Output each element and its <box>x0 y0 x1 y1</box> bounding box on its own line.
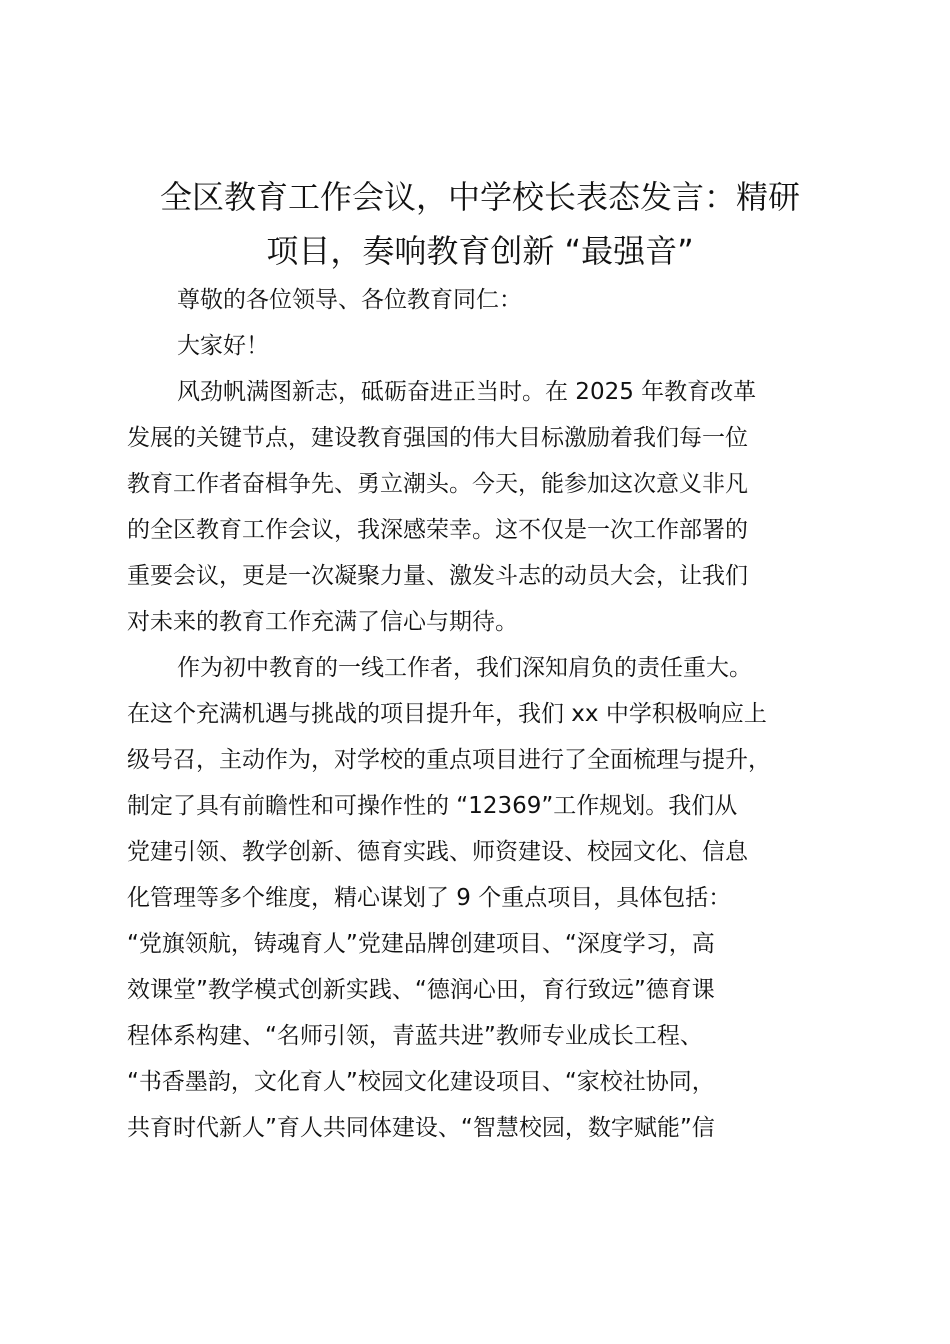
paragraph-line: 作为初中教育的一线工作者，我们深知肩负的责任重大。 <box>177 655 752 681</box>
paragraph-2 <box>127 645 847 1151</box>
title-line-2: 项目，奏响教育创新 “最强音” <box>266 232 694 270</box>
document-title <box>120 170 840 278</box>
paragraph-line: 发展的关键节点，建设教育强国的伟大目标激励着我们每一位 <box>127 425 748 451</box>
paragraph-line: 的全区教育工作会议，我深感荣幸。这不仅是一次工作部署的 <box>127 517 748 543</box>
greeting: 大家好！ <box>177 333 269 359</box>
paragraph-line: 共育时代新人”育人共同体建设、“智慧校园，数字赋能”信 <box>127 1115 715 1141</box>
paragraph-line: 重要会议，更是一次凝聚力量、激发斗志的动员大会，让我们 <box>127 563 748 589</box>
paragraph-line: 风劲帆满图新志，砥砺奋进正当时。在 2025 年教育改革 <box>177 379 757 405</box>
paragraph-line: 在这个充满机遇与挑战的项目提升年，我们 xx 中学积极响应上 <box>127 701 767 727</box>
paragraph-line: 党建引领、教学创新、德育实践、师资建设、校园文化、信息 <box>127 839 748 865</box>
document-body <box>127 277 847 1151</box>
paragraph-line: “党旗领航，铸魂育人”党建品牌创建项目、“深度学习，高 <box>127 931 715 957</box>
salutation: 尊敬的各位领导、各位教育同仁： <box>177 287 522 313</box>
paragraph-line: 级号召，主动作为，对学校的重点项目进行了全面梳理与提升， <box>127 747 771 773</box>
paragraph-line: 教育工作者奋楫争先、勇立潮头。今天，能参加这次意义非凡 <box>127 471 748 497</box>
paragraph-line: 对未来的教育工作充满了信心与期待。 <box>127 609 518 635</box>
paragraph-line: 效课堂”教学模式创新实践、“德润心田，育行致远”德育课 <box>127 977 715 1003</box>
paragraph-1 <box>127 369 847 645</box>
paragraph-line: “书香墨韵，文化育人”校园文化建设项目、“家校社协同， <box>127 1069 715 1095</box>
paragraph-line: 制定了具有前瞻性和可操作性的 “12369”工作规划。我们从 <box>127 793 738 819</box>
paragraph-line: 化管理等多个维度，精心谋划了 9 个重点项目，具体包括： <box>127 885 732 911</box>
paragraph-line: 程体系构建、“名师引领，青蓝共进”教师专业成长工程、 <box>127 1023 703 1049</box>
title-line-1: 全区教育工作会议，中学校长表态发言：精研 <box>159 178 800 216</box>
